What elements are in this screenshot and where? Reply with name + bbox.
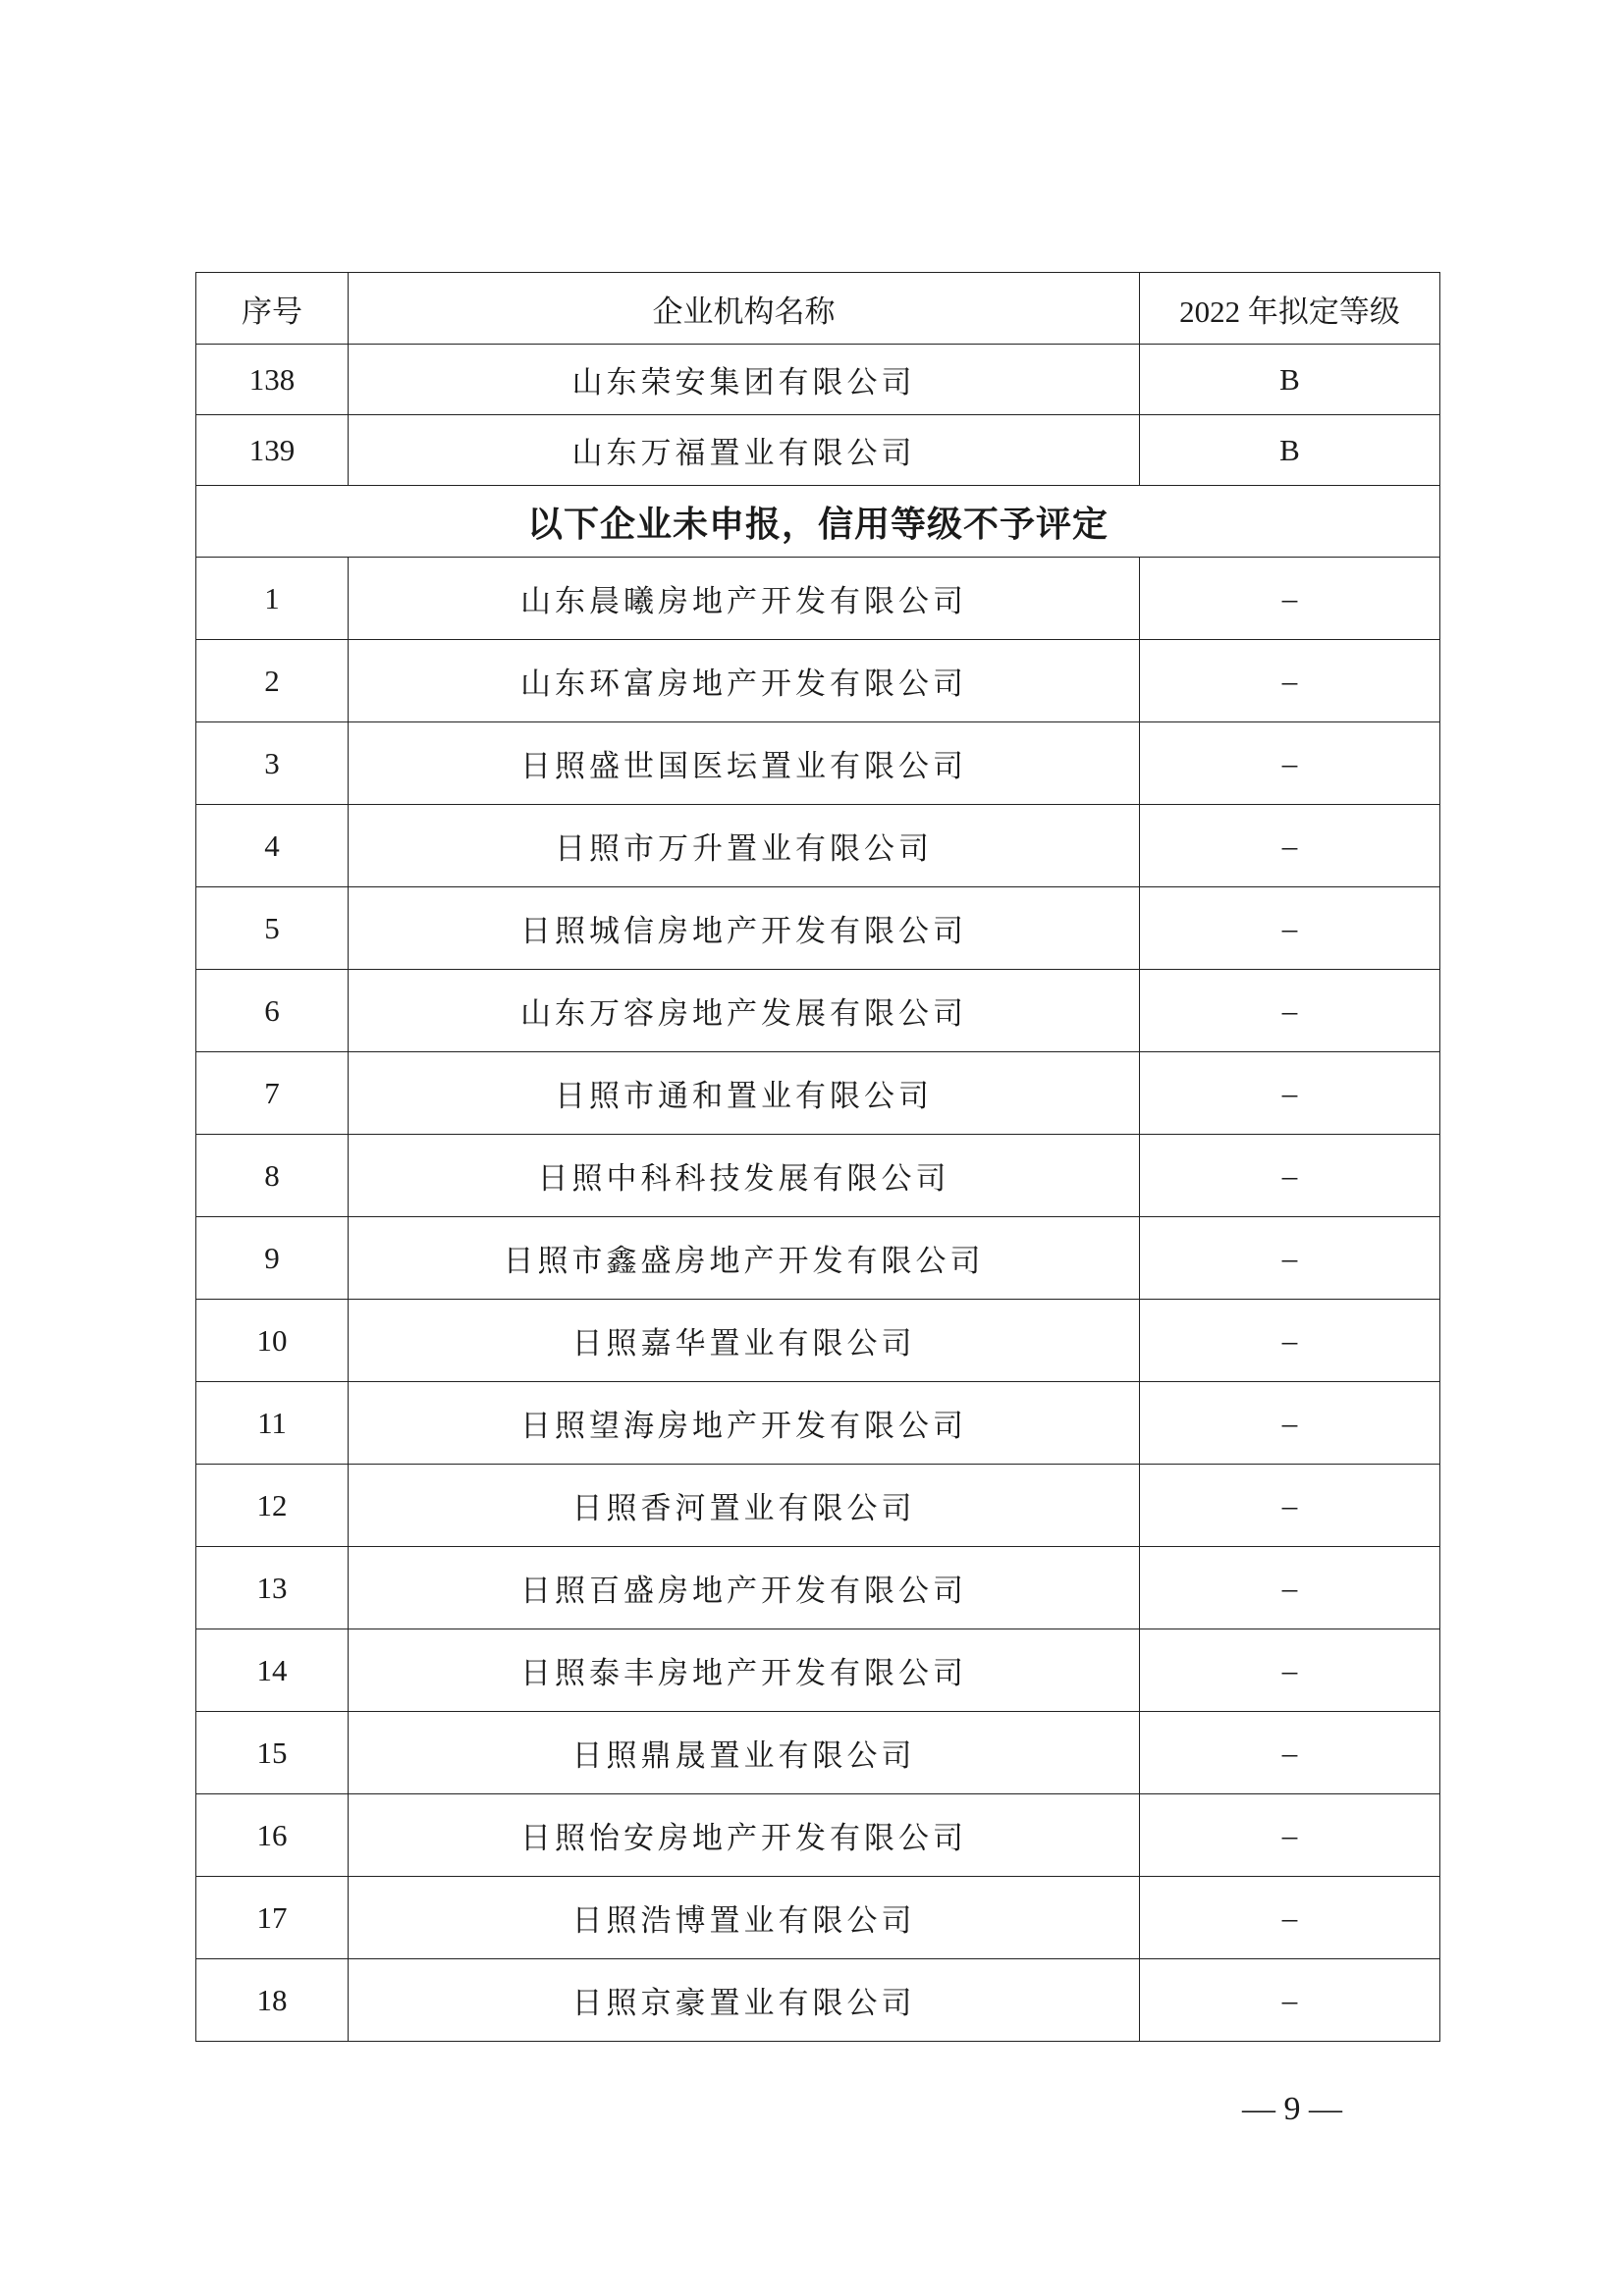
row-index: 2: [196, 640, 349, 722]
header-name: 企业机构名称: [349, 273, 1140, 345]
table-row: [196, 805, 1440, 887]
row-index: 5: [196, 887, 349, 970]
table-row: [196, 1465, 1440, 1547]
rating-grade: B: [1140, 415, 1440, 486]
row-index: 1: [196, 558, 349, 640]
row-index: 138: [196, 345, 349, 415]
table-header-row: [196, 273, 1440, 345]
company-name: 日照市万升置业有限公司: [349, 805, 1140, 887]
company-name: 日照嘉华置业有限公司: [349, 1300, 1140, 1382]
rating-grade: –: [1140, 1465, 1440, 1547]
rating-grade: B: [1140, 345, 1440, 415]
table-row: [196, 1382, 1440, 1465]
rating-grade: –: [1140, 1217, 1440, 1300]
rating-grade: –: [1140, 1959, 1440, 2042]
row-index: 139: [196, 415, 349, 486]
row-index: 16: [196, 1794, 349, 1877]
company-name: 日照市通和置业有限公司: [349, 1052, 1140, 1135]
row-index: 10: [196, 1300, 349, 1382]
credit-rating-table-container: [195, 272, 1439, 2042]
rating-grade: –: [1140, 722, 1440, 805]
section-title: 以下企业未申报，信用等级不予评定: [196, 486, 1440, 558]
row-index: 12: [196, 1465, 349, 1547]
row-index: 8: [196, 1135, 349, 1217]
row-index: 3: [196, 722, 349, 805]
credit-rating-table: [195, 272, 1440, 2042]
company-name: 日照泰丰房地产开发有限公司: [349, 1629, 1140, 1712]
company-name: 山东万福置业有限公司: [349, 415, 1140, 486]
row-index: 14: [196, 1629, 349, 1712]
table-row: [196, 722, 1440, 805]
rating-grade: –: [1140, 1712, 1440, 1794]
company-name: 日照盛世国医坛置业有限公司: [349, 722, 1140, 805]
rating-grade: –: [1140, 1547, 1440, 1629]
company-name: 山东荣安集团有限公司: [349, 345, 1140, 415]
rating-grade: –: [1140, 970, 1440, 1052]
company-name: 日照百盛房地产开发有限公司: [349, 1547, 1140, 1629]
header-grade: 2022 年拟定等级: [1140, 273, 1440, 345]
rating-grade: –: [1140, 887, 1440, 970]
company-name: 日照浩博置业有限公司: [349, 1877, 1140, 1959]
rated-rows: [196, 345, 1440, 486]
table-row: [196, 1712, 1440, 1794]
company-name: 山东万容房地产发展有限公司: [349, 970, 1140, 1052]
rating-grade: –: [1140, 1052, 1440, 1135]
row-index: 17: [196, 1877, 349, 1959]
company-name: 日照市鑫盛房地产开发有限公司: [349, 1217, 1140, 1300]
table-row: [196, 887, 1440, 970]
row-index: 7: [196, 1052, 349, 1135]
rating-grade: –: [1140, 640, 1440, 722]
row-index: 18: [196, 1959, 349, 2042]
row-index: 6: [196, 970, 349, 1052]
table-row: [196, 1300, 1440, 1382]
table-row: [196, 1794, 1440, 1877]
table-row: [196, 1547, 1440, 1629]
table-row: [196, 558, 1440, 640]
row-index: 4: [196, 805, 349, 887]
company-name: 山东环富房地产开发有限公司: [349, 640, 1140, 722]
company-name: 日照鼎晟置业有限公司: [349, 1712, 1140, 1794]
company-name: 山东晨曦房地产开发有限公司: [349, 558, 1140, 640]
table-row: [196, 640, 1440, 722]
table-row: [196, 970, 1440, 1052]
unrated-rows: [196, 558, 1440, 2042]
rating-grade: –: [1140, 1794, 1440, 1877]
header-index: 序号: [196, 273, 349, 345]
rating-grade: –: [1140, 1382, 1440, 1465]
table-row: [196, 1135, 1440, 1217]
table-row: [196, 1052, 1440, 1135]
company-name: 日照望海房地产开发有限公司: [349, 1382, 1140, 1465]
table-row: [196, 345, 1440, 415]
rating-grade: –: [1140, 1300, 1440, 1382]
rating-grade: –: [1140, 1629, 1440, 1712]
page-number: — 9 —: [1242, 2091, 1342, 2127]
table-row: [196, 1217, 1440, 1300]
row-index: 9: [196, 1217, 349, 1300]
rating-grade: –: [1140, 558, 1440, 640]
table-row: [196, 415, 1440, 486]
row-index: 15: [196, 1712, 349, 1794]
company-name: 日照中科科技发展有限公司: [349, 1135, 1140, 1217]
company-name: 日照怡安房地产开发有限公司: [349, 1794, 1140, 1877]
company-name: 日照京豪置业有限公司: [349, 1959, 1140, 2042]
company-name: 日照城信房地产开发有限公司: [349, 887, 1140, 970]
table-row: [196, 1959, 1440, 2042]
table-row: [196, 1877, 1440, 1959]
row-index: 11: [196, 1382, 349, 1465]
rating-grade: –: [1140, 805, 1440, 887]
row-index: 13: [196, 1547, 349, 1629]
rating-grade: –: [1140, 1877, 1440, 1959]
section-title-row: [196, 486, 1440, 558]
rating-grade: –: [1140, 1135, 1440, 1217]
company-name: 日照香河置业有限公司: [349, 1465, 1140, 1547]
table-row: [196, 1629, 1440, 1712]
